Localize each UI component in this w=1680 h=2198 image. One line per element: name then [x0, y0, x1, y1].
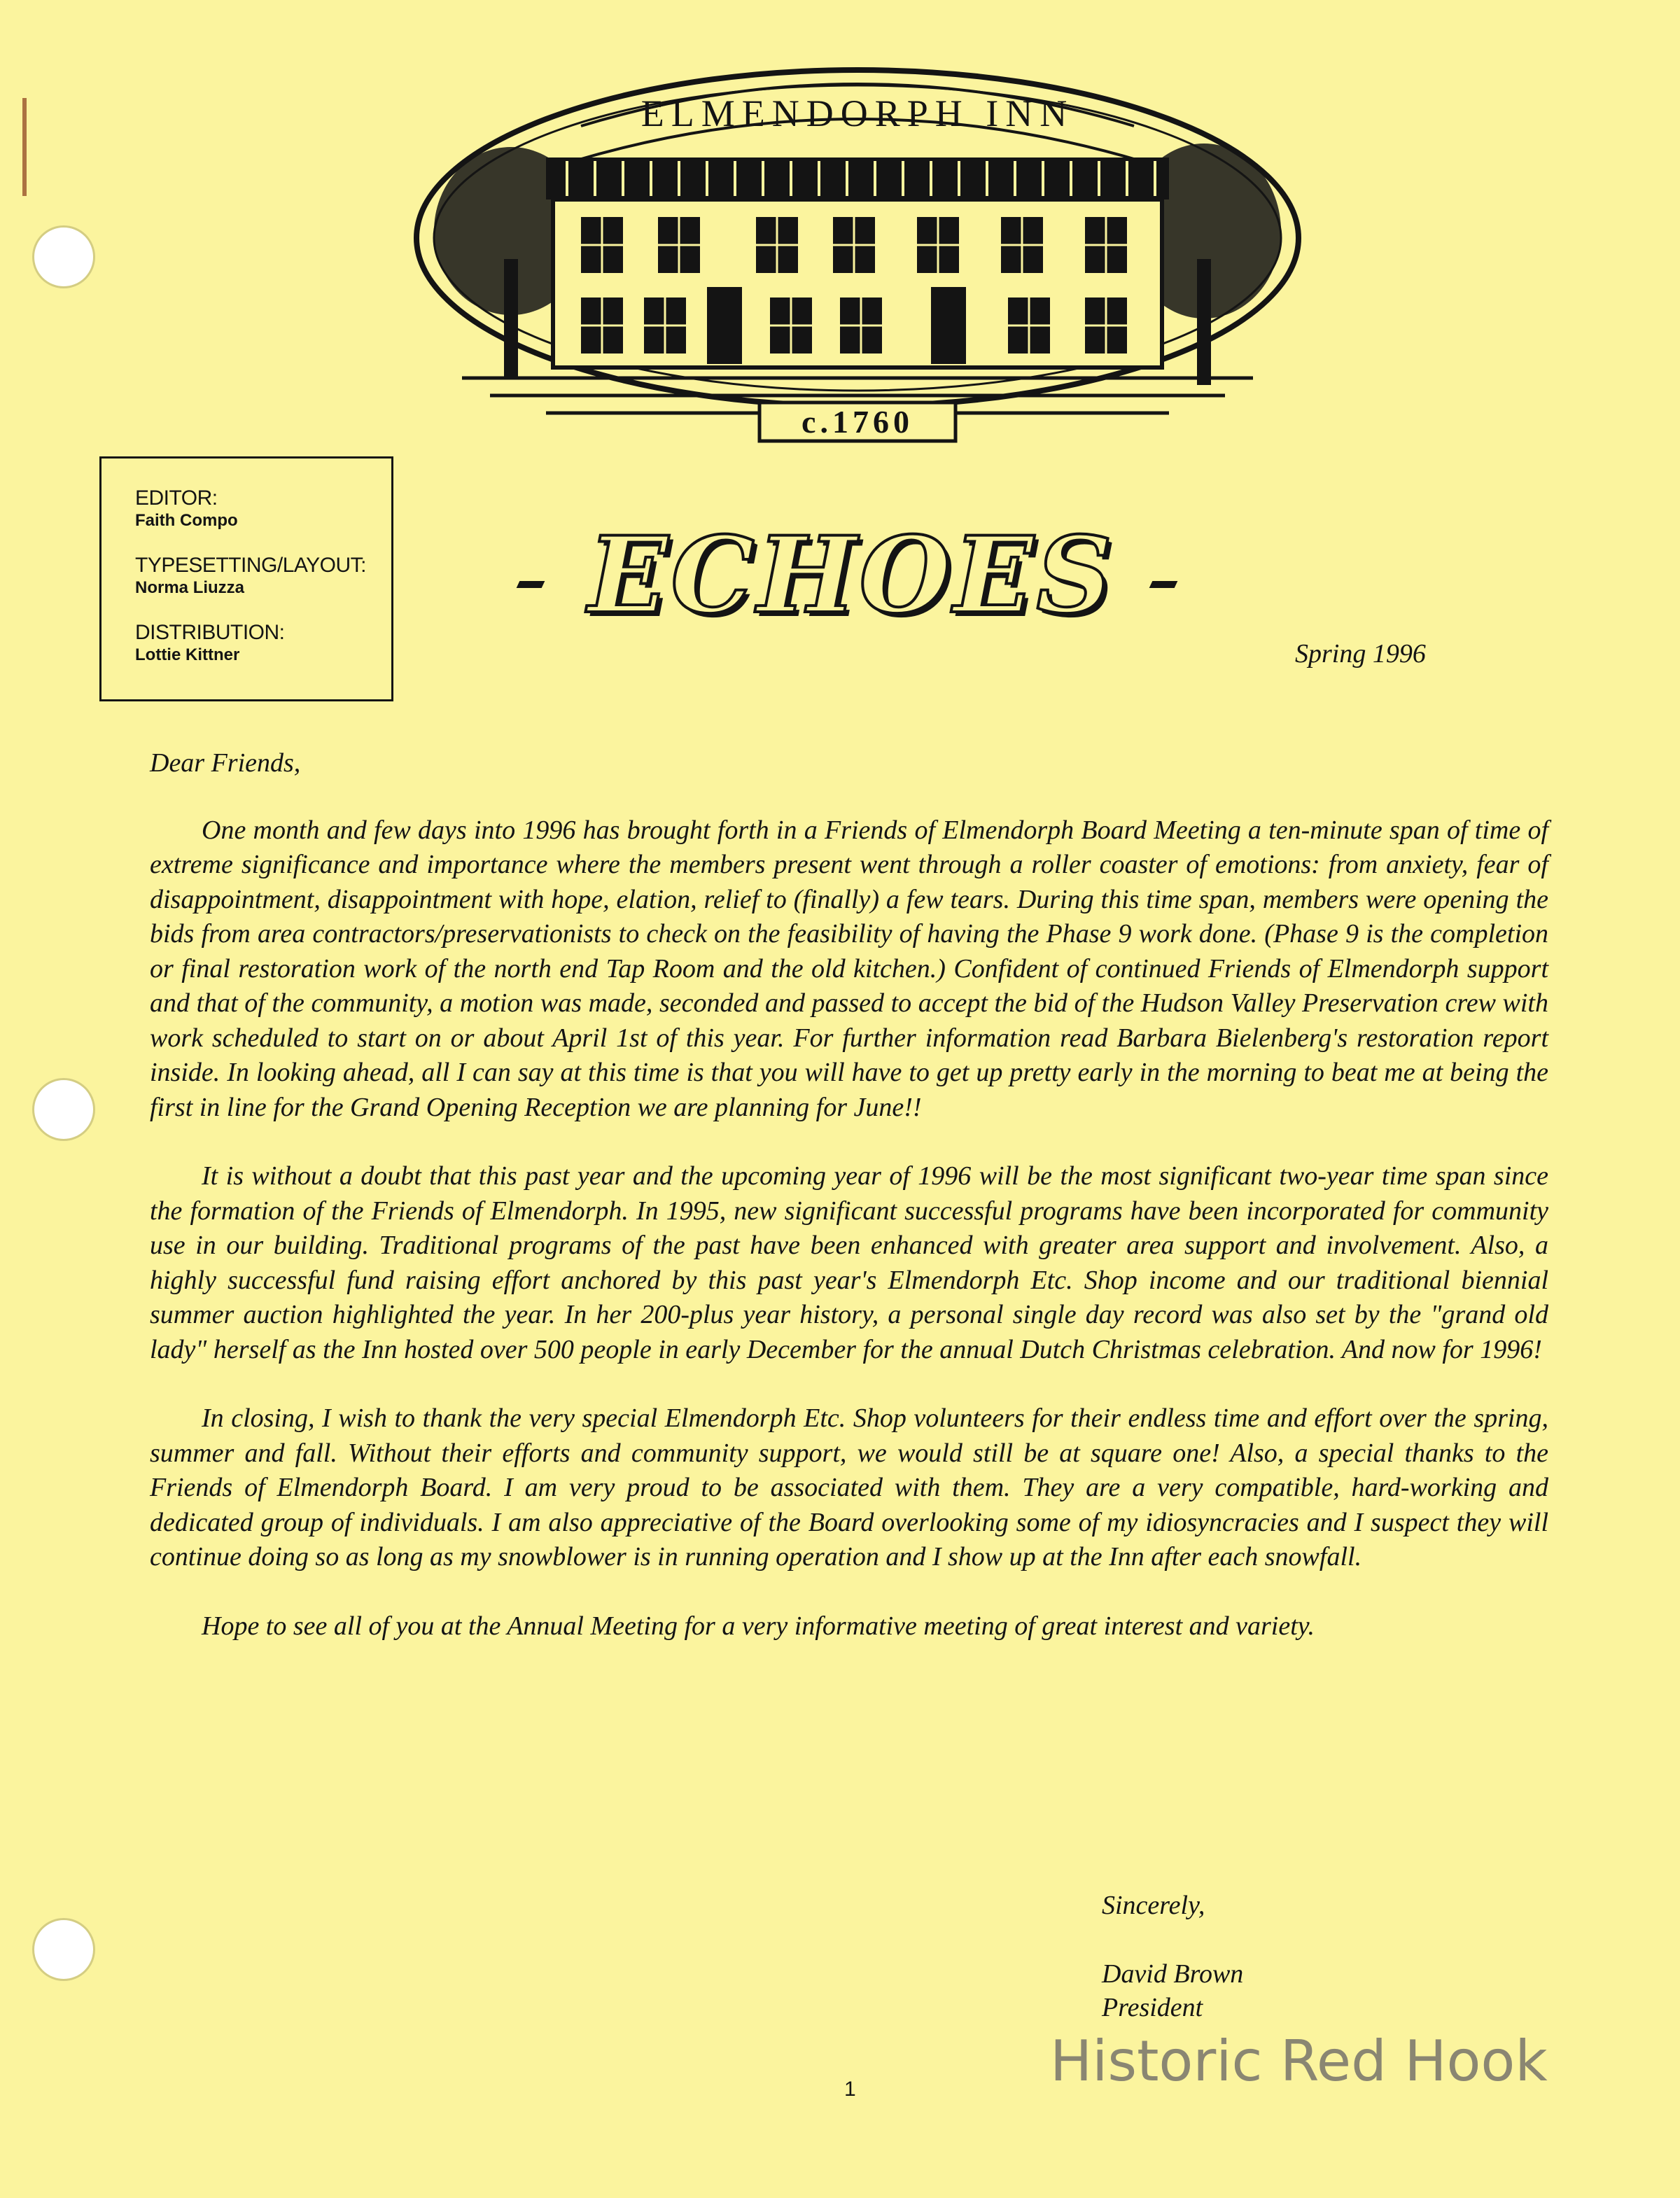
letter-closing-block: [1102, 1889, 1243, 2024]
credit-distribution: [135, 621, 363, 666]
credit-name: Lottie Kittner: [135, 645, 240, 664]
archive-watermark: Historic Red Hook: [1050, 2029, 1548, 2094]
credit-editor: [135, 486, 363, 531]
credit-label: TYPESETTING/LAYOUT:: [135, 554, 367, 577]
binder-hole-bottom: [32, 1918, 95, 1981]
newsletter-title-block: [518, 512, 1176, 638]
letter-paragraph: In closing, I wish to thank the very special Elmendorph Etc. Shop volunteers for their endless time and effort over the spring, summer and fall. Without their efforts and community support, we would still be at square one! Also, a special thanks to the Friends of Elmendorph Board. I am very proud to be associated with them. They are a very compatible, hard-working and dedicated group of individuals. I am also appreciative of the Board overlooking some of my idiosyncracies and I suspect they will continue doing so as long as my snowblower is in running operation and I show up at the Inn after each snowfall.: [150, 1404, 1548, 1572]
title-dash-right: [1149, 581, 1178, 588]
binder-hole-middle: [32, 1078, 95, 1141]
credits-box: [99, 456, 393, 701]
letter-paragraph: It is without a doubt that this past year and the upcoming year of 1996 will be the most significant two-year time span since the formation of the Friends of Elmendorph. In 1995, new significant successful programs have been incorporated for community use in our building. Traditional programs of the past have been enhanced with greater area support and involvement. Also, a highly successful fund raising effort anchored by this past year's Elmendorph Etc. Shop income and our traditional biennial summer auction highlighted the year. In her 200-plus year history, a personal single day record was also set by the "grand old lady" herself as the Inn hosted over 500 people in early December for the annual Dutch Christmas celebration. And now for 1996!: [150, 1161, 1548, 1364]
signer-title: President: [1102, 1993, 1203, 2022]
presidents-letter: [150, 746, 1548, 1678]
signer-name: David Brown: [1102, 1959, 1244, 1989]
issue-date: Spring 1996: [1295, 639, 1426, 668]
letter-salutation: Dear Friends,: [150, 748, 301, 778]
credit-label: EDITOR:: [135, 486, 218, 510]
inn-name-text: ELMENDORPH INN: [640, 92, 1074, 134]
ink-mark: [22, 98, 27, 196]
letter-closing: Sincerely,: [1102, 1891, 1205, 1920]
inn-masthead-illustration: [406, 49, 1309, 448]
letter-paragraph: Hope to see all of you at the Annual Meeting for a very informative meeting of great interest and variety.: [202, 1611, 1315, 1641]
credit-typesetting: [135, 554, 367, 598]
newsletter-title: ECHOES: [588, 514, 1115, 637]
circa-date-text: c.1760: [802, 404, 913, 440]
binder-hole-top: [32, 225, 95, 288]
title-dash-left: [517, 581, 545, 588]
credit-name: Faith Compo: [135, 511, 238, 530]
page-number: 1: [844, 2078, 856, 2101]
credit-label: DISTRIBUTION:: [135, 621, 285, 644]
letter-paragraph: One month and few days into 1996 has brought forth in a Friends of Elmendorph Board Meeting a ten-minute span of time of extreme significance and importance where the members present went through a roller coaster of emotions: from anxiety, fear of disappointment, disappointment with hope, elation, relief to (finally) a few tears. During this time span, members were opening the bids from area contractors/preservationists to check on the feasibility of having the Phase 9 work done. (Phase 9 is the completion or final restoration work of the north end Tap Room and the old kitchen.) Confident of continued Friends of Elmendorph support and that of the community, a motion was made, seconded and passed to accept the bid of the Hudson Valley Preservation crew with work scheduled to start on or about April 1st of this year. For further information read Barbara Bielenberg's restoration report inside. In looking ahead, all I can say at this time is that you will have to get up pretty early in the morning to beat me at being the first in line for the Grand Opening Reception we are planning for June!!: [150, 815, 1548, 1122]
credit-name: Norma Liuzza: [135, 578, 245, 597]
